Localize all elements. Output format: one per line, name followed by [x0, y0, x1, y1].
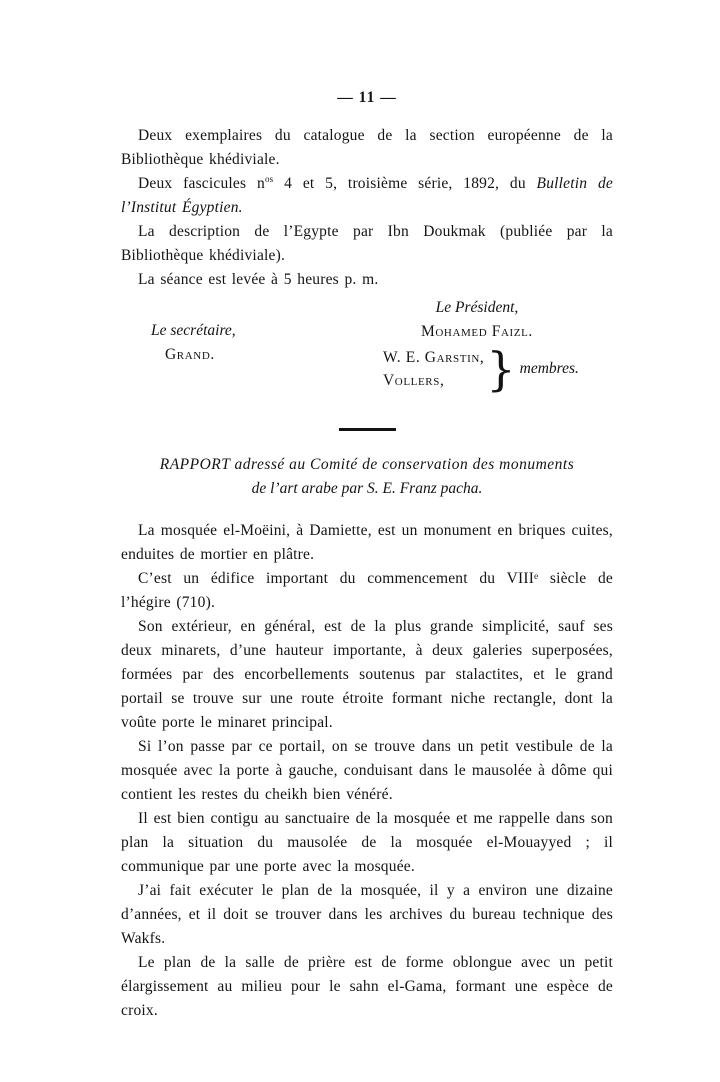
members-label: membres. — [519, 360, 579, 377]
minutes-paragraph-text: Deux fascicules n — [138, 175, 265, 192]
minutes-paragraph-text: 4 et 5, troisième série, 1892, du — [273, 175, 537, 192]
report-paragraph: Si l’on passe par ce portail, on se trouve dans un petit vestibule de la mosquée avec la porte à gauche, conduisant dans le mausolée à dôme qui contient les restes du cheikh bien vénéré. — [121, 738, 613, 803]
document-page — [121, 0, 613, 1023]
report-body — [121, 519, 613, 1023]
signatures-block — [121, 296, 613, 408]
member-name: W. E. Garstin, — [383, 349, 485, 366]
president-title: Le Président, — [435, 299, 519, 316]
report-paragraph: La mosquée el-Moëini, à Damiette, est un monument en briques cuites, enduites de mortier en plâtre. — [121, 522, 613, 563]
superscript-os: os — [264, 173, 274, 184]
secretary-title: Le secrétaire, — [151, 322, 236, 339]
report-paragraph: Il est bien contigu au sanctuaire de la mosquée et me rappelle dans son plan la situation du mausolée de la mosquée el-Mouayyed ; il communique par une porte avec la mosquée. — [121, 810, 613, 875]
president-name: Mohamed Faizl. — [421, 323, 533, 340]
report-paragraph: Le plan de la salle de prière est de forme oblongue avec un petit élargissement au milieu pour le sahn el-Gama, formant une espèce de croix. — [121, 954, 613, 1019]
page-number: — 11 — — [337, 89, 397, 106]
members-signature — [383, 342, 579, 396]
report-heading-line2: de l’art arabe par S. E. Franz pacha. — [251, 480, 483, 497]
minutes-paragraph: La séance est levée à 5 heures p. m. — [138, 271, 379, 288]
member-name: Vollers, — [383, 372, 445, 389]
president-signature — [421, 296, 533, 344]
report-paragraph: J’ai fait exécuter le plan de la mosquée, il y a environ une dizaine d’années, et il doit se trouver dans les archives du bureau technique des Wakfs. — [121, 882, 613, 947]
section-divider — [339, 428, 396, 431]
minutes-section — [121, 124, 613, 292]
minutes-paragraph — [121, 172, 613, 220]
bulletin-title: Bulletin de l’Institut Égyptien. — [121, 175, 614, 216]
report-heading — [121, 453, 613, 501]
members-names — [383, 346, 484, 392]
report-heading-line1: RAPPORT adressé au Comité de conservation des monuments — [159, 456, 575, 473]
minutes-paragraph: Deux exemplaires du catalogue de la section européenne de la Bibliothèque khédiviale. — [121, 127, 613, 168]
report-paragraph: C’est un édifice important du commencement du VIIIᵉ siècle de l’hégire (710). — [121, 570, 613, 611]
secretary-name: Grand. — [165, 346, 215, 363]
members-brace: } — [486, 342, 516, 396]
minutes-paragraph: La description de l’Egypte par Ibn Doukmak (publiée par la Bibliothèque khédiviale). — [121, 223, 613, 264]
report-paragraph: Son extérieur, en général, est de la plus grande simplicité, sauf ses deux minarets, d’une hauteur importante, à deux galeries superposées, formées par des encorbellements soutenus par stalactites, et le grand portail se trouve sur une route étroite formant niche rectangle, dont la voûte porte le minaret principal. — [121, 618, 613, 731]
secretary-signature — [151, 319, 236, 367]
